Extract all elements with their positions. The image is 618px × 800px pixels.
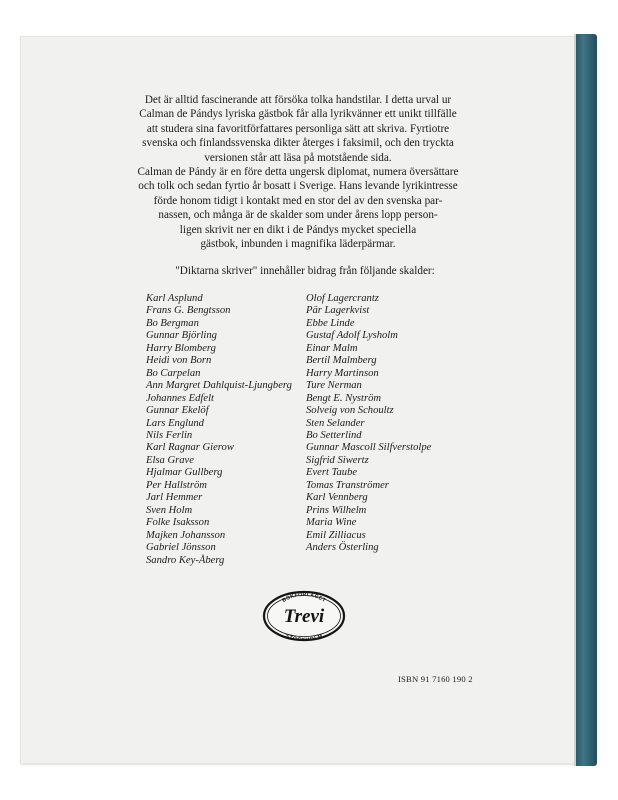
poet-name: Majken Johansson — [146, 529, 226, 541]
blurb-line: nassen, och många är de skalder som under årens lopp person- — [158, 209, 438, 222]
blurb-line: förde honom tidigt i kontakt med en stor del av den svenska par- — [153, 194, 443, 207]
blurb-text — [110, 93, 486, 251]
blurb-line: Det är alltid fascinerande att försöka tolka handstilar. I detta urval ur — [144, 94, 452, 106]
blurb-line: svenska och finlandssvenska dikter återges i faksimil, och den tryckta — [142, 137, 454, 150]
poet-name: Harry Blomberg — [146, 342, 216, 354]
poet-name: Heidi von Born — [146, 355, 212, 367]
poet-name: Ture Nerman — [306, 380, 362, 392]
poet-name: Karl Asplund — [146, 293, 203, 304]
blurb-line: och tolk och sedan fyrtio år bosatt i Sverige. Hans levande lyrikintresse — [138, 180, 458, 193]
poet-name: Gunnar Mascoll Silfverstolpe — [306, 442, 432, 454]
poet-name: Hjalmar Gullberg — [146, 467, 223, 479]
poet-name: Anders Österling — [306, 542, 379, 554]
poet-name: Frans G. Bengtsson — [146, 305, 231, 317]
poet-name: Solveig von Schoultz — [306, 405, 394, 417]
poet-name: Sten Selander — [306, 417, 365, 429]
logo-bottom-text: STOCKHOLM — [284, 632, 324, 642]
poet-name: Folke Isaksson — [146, 517, 210, 529]
poet-name: Sigfrid Siwertz — [306, 454, 369, 466]
blurb-line: Calman de Pándys lyriska gästbok får alla lyrikvänner ett unikt tillfälle — [139, 108, 457, 121]
poet-name: Gunnar Ekelöf — [146, 405, 209, 417]
poet-name: Bo Setterlind — [306, 429, 362, 441]
poet-name: Bo Carpelan — [146, 367, 201, 379]
poet-name: Sandro Key-Åberg — [146, 554, 225, 566]
poet-name: Sven Holm — [146, 504, 193, 516]
poet-name: Karl Vennberg — [306, 492, 368, 504]
isbn-number: ISBN 91 7160 190 2 — [398, 674, 473, 684]
poet-name: Per Hallström — [146, 479, 207, 491]
blurb-line: ligen skrivit ner en dikt i de Pándys mycket speciella — [179, 223, 417, 236]
logo-top-text: BOKFÖRLAGET — [281, 591, 327, 604]
poet-name: Pär Lagerkvist — [306, 305, 370, 317]
publisher-logo — [262, 590, 346, 642]
poet-name: Maria Wine — [306, 517, 357, 529]
poet-name: Gunnar Björling — [146, 330, 217, 342]
poet-name: Harry Martinson — [306, 367, 379, 379]
poet-name: Prins Wilhelm — [306, 504, 367, 516]
poet-name: Jarl Hemmer — [146, 492, 203, 504]
blurb-line: att studera sina favoritförfattares personliga sätt att skriva. Fyrtiotre — [146, 122, 450, 135]
poet-name: Bertil Malmberg — [306, 355, 377, 367]
blurb-line: versionen står att läsa på motstående sida. — [204, 151, 392, 164]
blurb-line: Calman de Pándy är en före detta ungersk diplomat, numera översättare — [137, 166, 459, 179]
poet-name: Karl Ragnar Gierow — [146, 442, 234, 454]
poet-name: Bengt E. Nyström — [306, 392, 382, 404]
poet-name: Ebbe Linde — [306, 317, 355, 329]
poet-name: Johannes Edfelt — [146, 392, 214, 404]
contributors-intro: "Diktarna skriver" innehåller bidrag från följande skalder: — [175, 265, 435, 277]
poet-name: Bo Bergman — [146, 317, 199, 329]
poet-name: Ann Margret Dahlquist-Ljungberg — [146, 380, 292, 392]
poet-name: Nils Ferlin — [146, 429, 193, 441]
poet-list-right — [306, 293, 431, 555]
book-spine — [576, 34, 597, 766]
poet-name: Emil Zilliacus — [306, 529, 366, 541]
poet-name: Gustaf Adolf Lysholm — [306, 330, 398, 342]
blurb-line: gästbok, inbunden i magnifika läderpärmar. — [200, 238, 396, 251]
poet-name: Olof Lagercrantz — [306, 293, 379, 304]
poet-name: Tomas Tranströmer — [306, 479, 389, 491]
poet-list-left — [146, 293, 292, 567]
logo-name: Trevi — [283, 606, 325, 627]
poet-name: Gabriel Jönsson — [146, 542, 216, 554]
poet-name: Elsa Grave — [146, 454, 194, 466]
poet-name: Lars Englund — [146, 417, 204, 429]
poet-name: Einar Malm — [306, 342, 358, 354]
poet-name: Evert Taube — [306, 467, 358, 479]
